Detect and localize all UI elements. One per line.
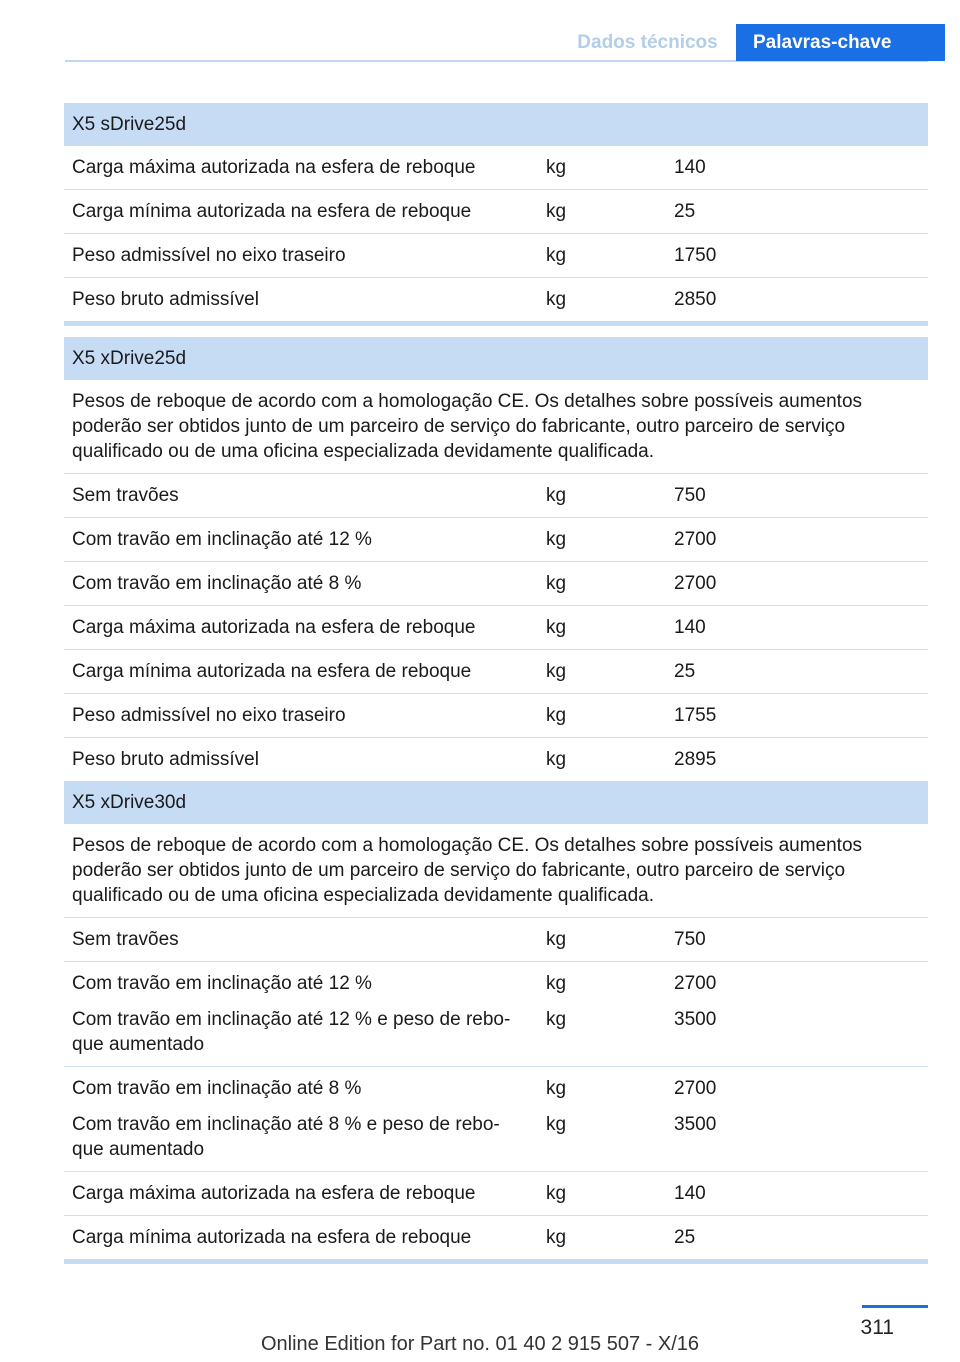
row-unit: kg bbox=[546, 1114, 567, 1135]
row-value: 140 bbox=[666, 1172, 928, 1216]
table-row bbox=[64, 234, 928, 278]
section-tab[interactable]: Dados técnicos bbox=[577, 31, 718, 53]
table-row bbox=[64, 962, 928, 1006]
table-row bbox=[64, 1172, 928, 1216]
row-value: 140 bbox=[666, 606, 928, 650]
row-label: Sem travões bbox=[64, 474, 538, 518]
row-label: Carga mínima autorizada na esfera de reboque bbox=[64, 190, 538, 234]
table-row bbox=[64, 562, 928, 606]
row-label: Carga máxima autorizada na esfera de reboque bbox=[64, 606, 538, 650]
row-value: 2700 bbox=[666, 518, 928, 562]
table-note: Pesos de reboque de acordo com a homologação CE. Os detalhes sobre possíveis aumentos poderão ser obtidos junto de um parceiro de serviço do fabricante, outro parceiro de serviço qualificado ou de uma oficina especializada devidamente qualificada. bbox=[72, 835, 863, 906]
row-value: 3500 bbox=[674, 1114, 717, 1135]
row-value: 2700 bbox=[666, 562, 928, 606]
edition-footer: Online Edition for Part no. 01 40 2 915 507 - X/16 bbox=[260, 1333, 700, 1355]
table-note-row bbox=[64, 824, 928, 918]
chapter-tab[interactable]: Palavras-chave bbox=[736, 24, 945, 61]
row-unit: kg bbox=[538, 918, 666, 962]
row-unit: kg bbox=[538, 518, 666, 562]
table-row bbox=[64, 1110, 928, 1172]
row-value: 2850 bbox=[666, 278, 928, 324]
row-unit: kg bbox=[546, 1009, 567, 1030]
table-row bbox=[64, 190, 928, 234]
spec-table-sdrive25d bbox=[64, 103, 928, 326]
row-unit: kg bbox=[538, 962, 666, 1006]
table-title-row bbox=[64, 103, 928, 146]
row-value: 2700 bbox=[666, 962, 928, 1006]
row-unit: kg bbox=[538, 738, 666, 784]
row-label: Peso admissível no eixo traseiro bbox=[64, 694, 538, 738]
row-value: 750 bbox=[666, 918, 928, 962]
row-unit: kg bbox=[538, 474, 666, 518]
footer-rule bbox=[862, 1305, 928, 1308]
row-value: 1750 bbox=[666, 234, 928, 278]
row-label: Peso bruto admissível bbox=[64, 738, 538, 784]
row-unit: kg bbox=[538, 650, 666, 694]
row-label: Com travão em inclinação até 12 % bbox=[64, 962, 538, 1006]
table-row bbox=[64, 694, 928, 738]
row-label: Com travão em inclinação até 8 % bbox=[64, 562, 538, 606]
spec-table-xdrive25d bbox=[64, 337, 928, 786]
row-value: 3500 bbox=[674, 1009, 717, 1030]
table-row bbox=[64, 518, 928, 562]
row-value: 2895 bbox=[666, 738, 928, 784]
row-value: 1755 bbox=[666, 694, 928, 738]
table-row bbox=[64, 278, 928, 324]
row-label: Peso bruto admissível bbox=[64, 278, 538, 324]
row-label: Com travão em inclinação até 12 % bbox=[64, 518, 538, 562]
table-row bbox=[64, 1216, 928, 1262]
row-unit: kg bbox=[538, 606, 666, 650]
row-label: Sem travões bbox=[64, 918, 538, 962]
row-label: Com travão em inclinação até 12 % e peso de rebo-que aumentado bbox=[72, 1009, 511, 1055]
row-unit: kg bbox=[546, 157, 567, 178]
row-value: 25 bbox=[666, 650, 928, 694]
table-title: X5 sDrive25d bbox=[64, 103, 928, 146]
table-row bbox=[64, 146, 928, 190]
row-label: Carga máxima autorizada na esfera de reboque bbox=[64, 1172, 538, 1216]
row-unit: kg bbox=[538, 1172, 666, 1216]
table-note: Pesos de reboque de acordo com a homologação CE. Os detalhes sobre possíveis aumentos poderão ser obtidos junto de um parceiro de serviço do fabricante, outro parceiro de serviço qualificado ou de uma oficina especializada devidamente qualificada. bbox=[72, 391, 863, 462]
row-label: Carga máxima autorizada na esfera de reboque bbox=[72, 157, 476, 178]
row-value: 25 bbox=[666, 1216, 928, 1262]
table-row bbox=[64, 606, 928, 650]
table-title: X5 xDrive25d bbox=[64, 337, 928, 380]
table-row bbox=[64, 1005, 928, 1067]
table-note-row bbox=[64, 380, 928, 474]
row-label: Carga mínima autorizada na esfera de reboque bbox=[64, 1216, 538, 1262]
row-label: Peso admissível no eixo traseiro bbox=[64, 234, 538, 278]
row-unit: kg bbox=[538, 1067, 666, 1111]
page-number: 311 bbox=[860, 1316, 894, 1339]
row-unit: kg bbox=[538, 234, 666, 278]
row-unit: kg bbox=[538, 562, 666, 606]
row-unit: kg bbox=[538, 694, 666, 738]
row-unit: kg bbox=[538, 1216, 666, 1262]
row-unit: kg bbox=[538, 190, 666, 234]
table-title-row bbox=[64, 781, 928, 824]
table-row bbox=[64, 738, 928, 784]
spec-table-xdrive30d bbox=[64, 781, 928, 1264]
row-label: Com travão em inclinação até 8 % bbox=[64, 1067, 538, 1111]
table-title-row bbox=[64, 337, 928, 380]
table-row bbox=[64, 650, 928, 694]
row-label: Com travão em inclinação até 8 % e peso de rebo-que aumentado bbox=[72, 1114, 500, 1160]
table-title: X5 xDrive30d bbox=[64, 781, 928, 824]
row-value: 140 bbox=[674, 157, 706, 178]
table-row bbox=[64, 474, 928, 518]
row-value: 25 bbox=[666, 190, 928, 234]
row-value: 2700 bbox=[666, 1067, 928, 1111]
row-value: 750 bbox=[666, 474, 928, 518]
row-unit: kg bbox=[538, 278, 666, 324]
row-label: Carga mínima autorizada na esfera de reboque bbox=[64, 650, 538, 694]
table-row bbox=[64, 1067, 928, 1111]
table-row bbox=[64, 918, 928, 962]
